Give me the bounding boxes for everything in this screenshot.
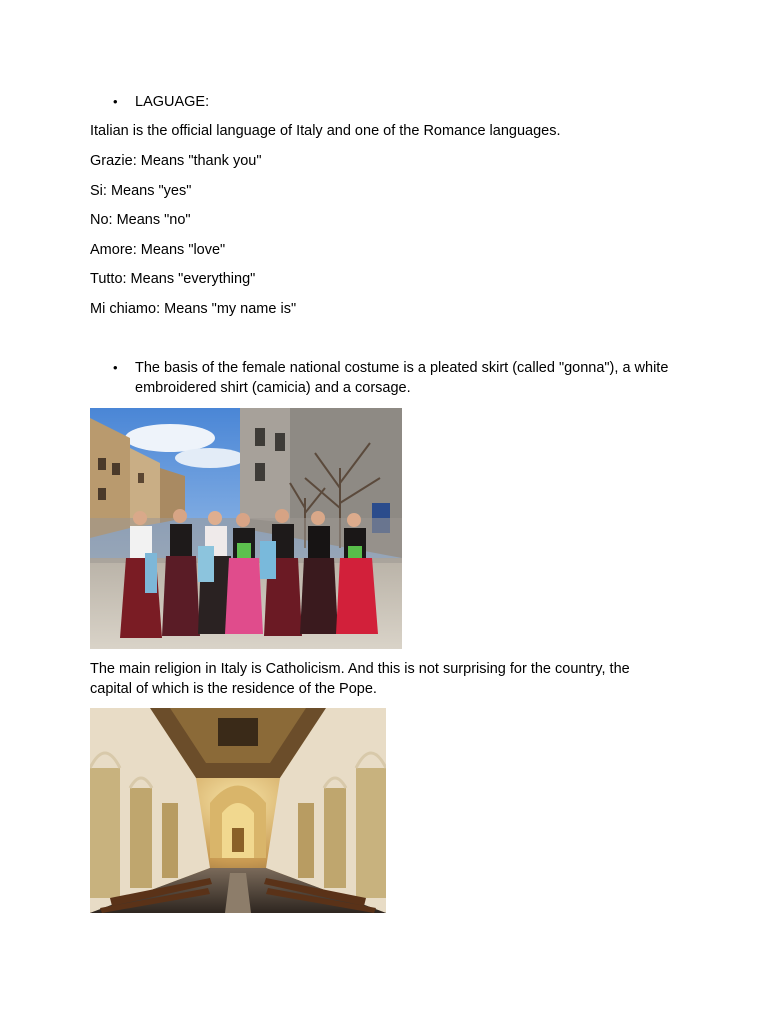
language-heading: LAGUAGE: [135, 94, 210, 110]
costume-bullet [90, 358, 670, 398]
phrase-grazie: Grazie: Means "thank you" [90, 153, 262, 169]
costume-text: The basis of the female national costume is a pleated skirt (called "gonna"), a white embroidered shirt (camicia) and a corsage. [135, 360, 669, 396]
religion-text: The main religion in Italy is Catholicism. And this is not surprising for the country, the capital of which is the residence of the Pope. [90, 661, 630, 697]
phrase-si: Si: Means "yes" [90, 183, 192, 199]
phrase-mi-chiamo: Mi chiamo: Means "my name is" [90, 301, 297, 317]
phrase-no: No: Means "no" [90, 212, 191, 228]
language-bullet [90, 92, 670, 112]
bullet-marker: • [113, 360, 118, 375]
cathedral-photo [90, 708, 386, 913]
language-intro: Italian is the official language of Italy and one of the Romance languages. [90, 123, 561, 139]
bullet-marker: • [113, 94, 118, 109]
phrase-amore: Amore: Means "love" [90, 242, 226, 258]
phrase-tutto: Tutto: Means "everything" [90, 271, 256, 287]
costume-photo [90, 408, 402, 649]
